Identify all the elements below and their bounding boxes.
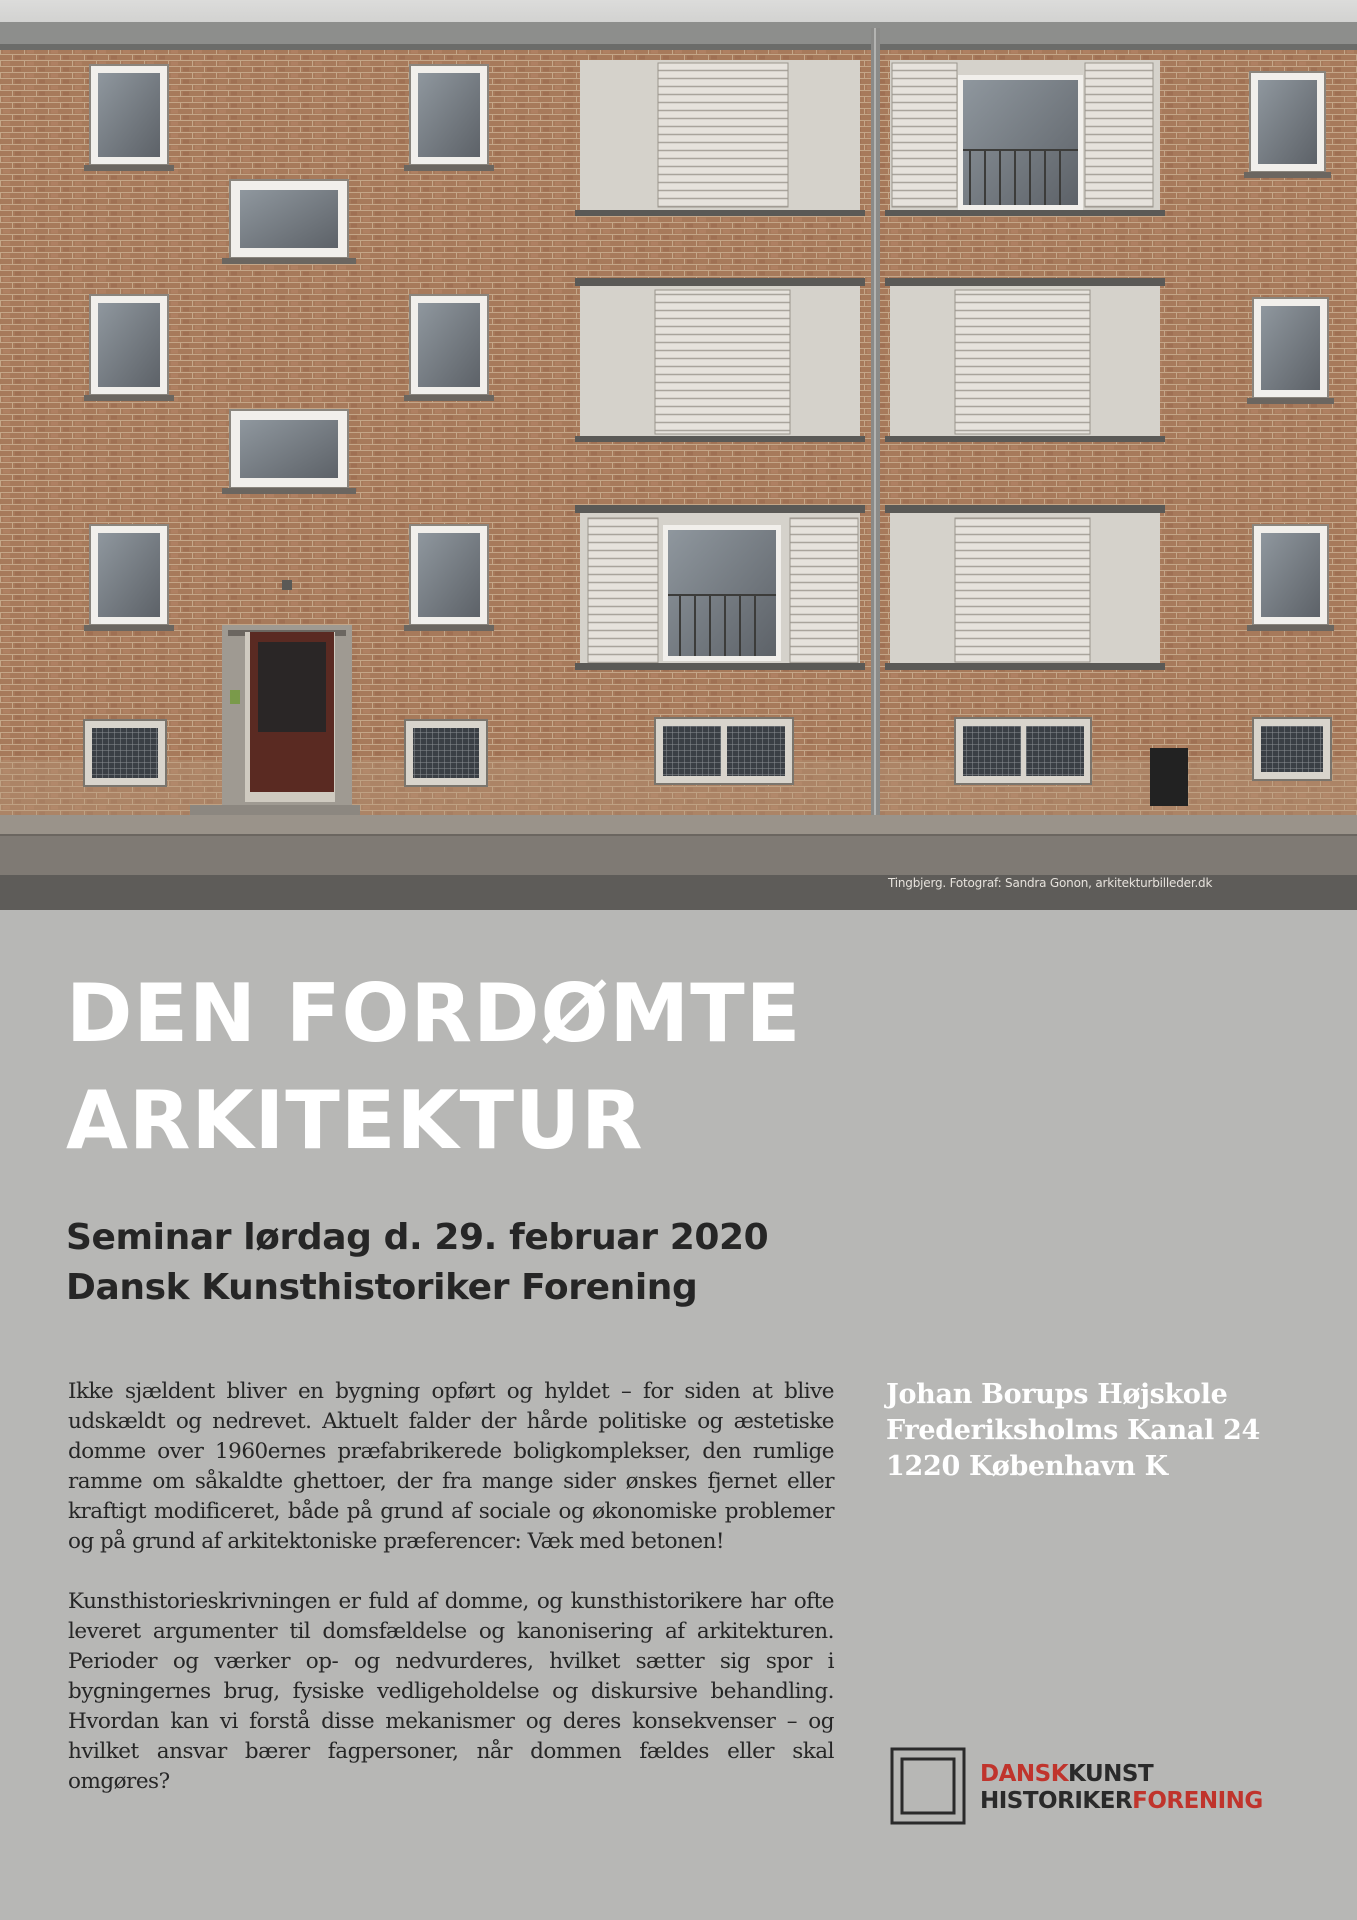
logo-word-forening: FORENING xyxy=(1132,1788,1263,1814)
title-line-2: ARKITEKTUR xyxy=(66,1074,644,1167)
logo-word-kunst: KUNST xyxy=(1068,1761,1154,1787)
logo-wordmark xyxy=(980,1761,1263,1815)
subtitle-date: Seminar lørdag d. 29. februar 2020 xyxy=(66,1217,769,1258)
logo-word-dansk: DANSK xyxy=(980,1761,1069,1787)
event-subtitle xyxy=(66,1213,966,1313)
building-photo xyxy=(0,0,1357,910)
title-line-1: DEN FORDØMTE xyxy=(66,967,802,1060)
venue-name: Johan Borups Højskole xyxy=(886,1379,1228,1410)
venue-city: 1220 København K xyxy=(886,1451,1168,1482)
body-paragraph-1: Ikke sjældent bliver en bygning opført og hyldet – for siden at blive udskældt og nedrevet. Aktuelt falder der hårde politiske og æstetiske domme over 1960ernes præfabrikerede boligkomplekser, den rumlige ramme om såkaldte ghettoer, der fra mange sider ønskes fjernet eller kraftigt modificeret, både på grund af sociale og økonomiske problemer og på grund af arkitektoniske præferencer: Væk med betonen! xyxy=(68,1379,834,1554)
venue-address xyxy=(886,1377,1260,1485)
logo-square-icon xyxy=(890,1747,966,1825)
venue-street: Frederiksholms Kanal 24 xyxy=(886,1415,1261,1446)
organization-logo xyxy=(890,1747,1310,1827)
subtitle-organizer: Dansk Kunsthistoriker Forening xyxy=(66,1267,698,1308)
body-text xyxy=(68,1377,834,1827)
logo-word-historiker: HISTORIKER xyxy=(980,1788,1133,1814)
page-title xyxy=(66,960,966,1174)
photo-caption: Tingbjerg. Fotograf: Sandra Gonon, arkitekturbilleder.dk xyxy=(888,876,1213,890)
body-paragraph-2: Kunsthistorieskrivningen er fuld af domme, og kunsthistorikere har ofte leveret argumenter til domsfældelse og kanonisering af arkitekturen. Perioder og værker op- og nedvurderes, hvilket sætter sig spor i bygningernes brug, fysiske vedligeholdelse og diskursive behandling. Hvordan kan vi forstå disse mekanismer og deres konsekvenser – og hvilket ansvar bærer fagpersoner, når dommen fældes eller skal omgøres? xyxy=(68,1589,834,1794)
